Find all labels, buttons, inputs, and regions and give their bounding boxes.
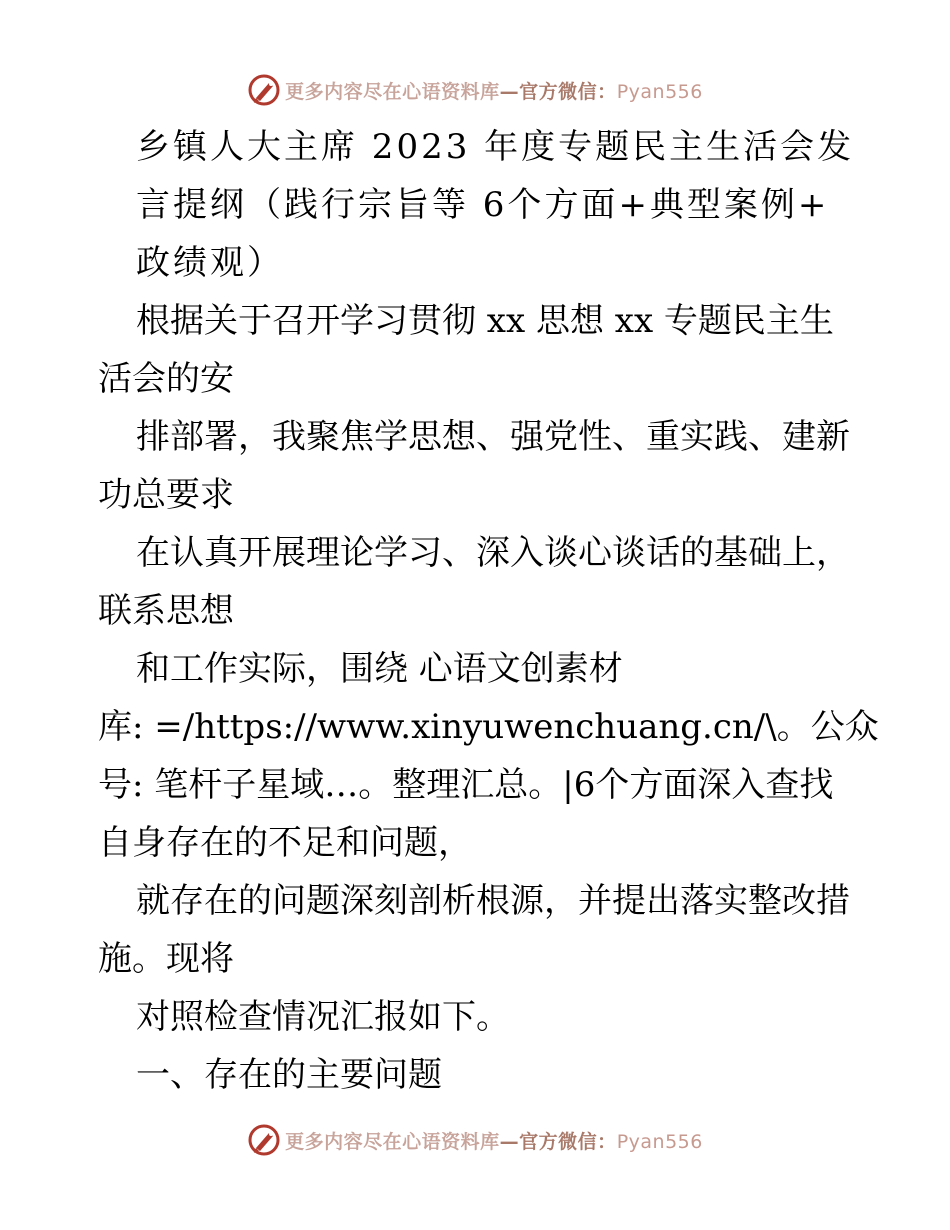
- section-heading: 一、存在的主要问题: [136, 1055, 442, 1095]
- watermark-wechat: 官方微信：: [519, 1130, 617, 1153]
- paragraph-line: 根据关于召开学习贯彻 xx 思想 xx 专题民主生: [136, 301, 834, 341]
- paragraph-line: 就存在的问题深刻剖析根源，并提出落实整改措: [136, 881, 850, 921]
- watermark-code: Pyan556: [616, 1130, 703, 1153]
- watermark-dash: —: [499, 1130, 520, 1153]
- watermark-main: 更多内容尽在心语资料库: [285, 80, 500, 103]
- paragraph-line: 施。现将: [98, 939, 234, 979]
- watermark-wechat: 官方微信：: [519, 80, 617, 103]
- paragraph-line: 功总要求: [98, 475, 234, 515]
- paragraph-line: 活会的安: [98, 359, 234, 399]
- paragraph-line: 自身存在的不足和问题，: [98, 823, 472, 863]
- doc-title-line-3: 政绩观）: [136, 243, 284, 283]
- paragraph-line: 联系思想: [98, 591, 234, 631]
- pen-logo-icon: [247, 1123, 281, 1157]
- paragraph-line: 排部署，我聚焦学思想、强党性、重实践、建新: [136, 417, 850, 457]
- watermark-text: [285, 1127, 703, 1154]
- doc-title-line-1: 乡镇人大主席 2023 年度专题民主生活会发: [136, 127, 855, 167]
- watermark-main: 更多内容尽在心语资料库: [285, 1130, 500, 1153]
- document-body: [98, 118, 879, 1104]
- watermark-dash: —: [499, 80, 520, 103]
- watermark-banner-top: [0, 70, 950, 110]
- pen-logo-icon: [247, 73, 281, 107]
- watermark-text: [285, 77, 703, 104]
- paragraph-line: 号: 笔杆子星域…。整理汇总。|6个方面深入查找: [98, 765, 834, 805]
- paragraph-line: 在认真开展理论学习、深入谈心谈话的基础上，: [136, 533, 850, 573]
- doc-title-line-2: 言提纲（践行宗旨等 6个方面+典型案例+: [136, 185, 830, 225]
- watermark-banner-bottom: [0, 1120, 950, 1160]
- watermark-code: Pyan556: [616, 80, 703, 103]
- paragraph-line: 库: =/https://www.xinyuwenchuang.cn/\。公众: [98, 707, 879, 747]
- paragraph-line: 对照检查情况汇报如下。: [136, 997, 510, 1037]
- paragraph-line: 和工作实际，围绕 心语文创素材: [136, 649, 623, 689]
